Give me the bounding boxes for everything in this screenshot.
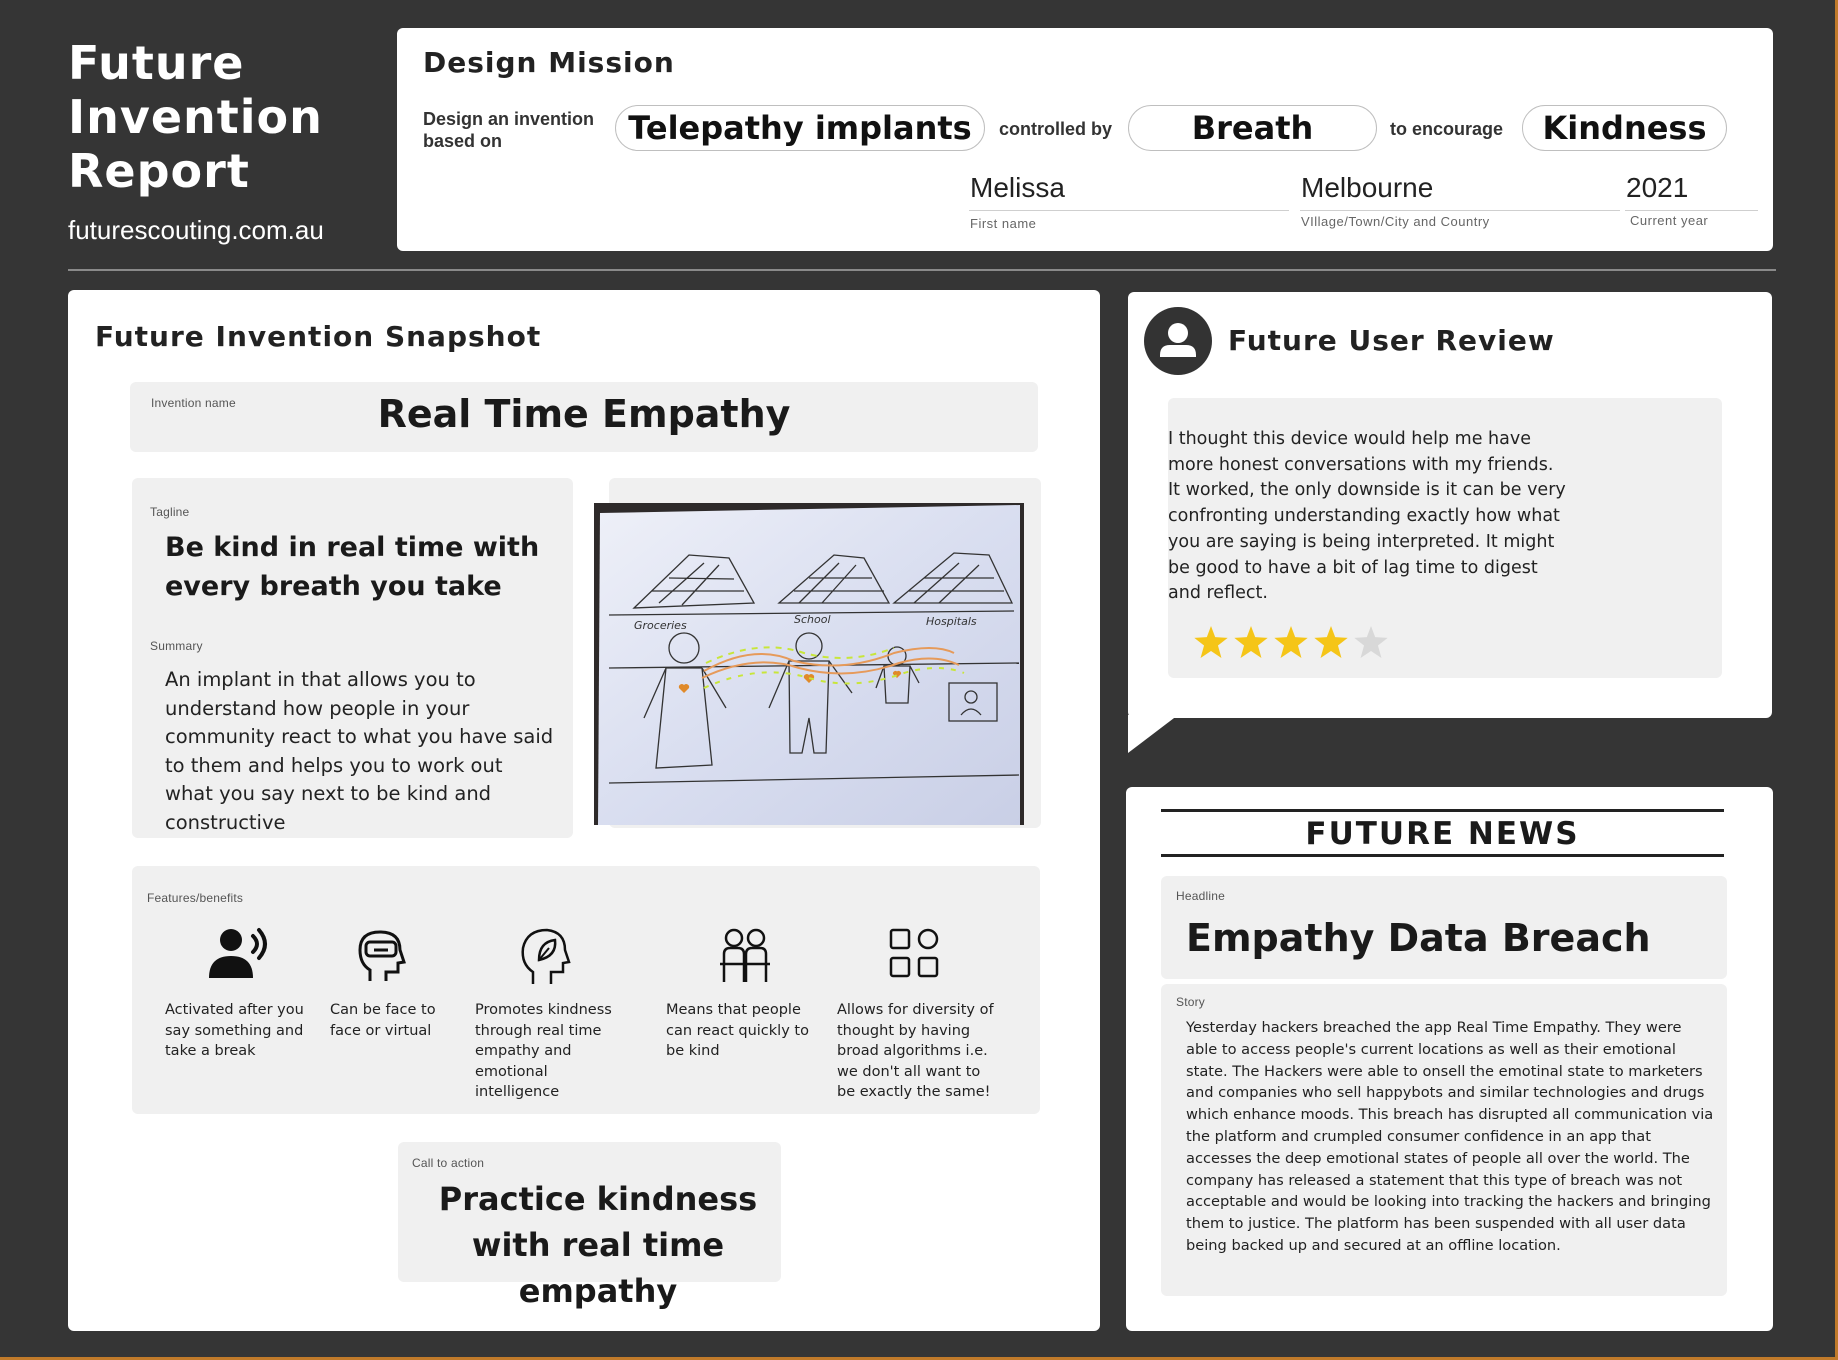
feature-item xyxy=(165,926,305,1062)
report-title-line: Future xyxy=(68,36,245,90)
invention-name-label: Invention name xyxy=(151,396,236,410)
mission-heading: Design Mission xyxy=(423,46,675,79)
sketch-label: Hospitals xyxy=(926,615,977,628)
star-rating xyxy=(1194,626,1388,658)
report-title xyxy=(68,36,368,198)
value-pill: Kindness xyxy=(1522,105,1727,151)
sketch-image-box xyxy=(609,478,1041,828)
call-to-action-box xyxy=(398,1142,781,1310)
encourage-label: to encourage xyxy=(1390,119,1504,139)
star-filled-icon xyxy=(1234,626,1268,658)
future-news-card xyxy=(1126,787,1773,1331)
first-name-label: First name xyxy=(970,216,1037,231)
star-filled-icon xyxy=(1314,626,1348,658)
feature-text: Can be face to face or virtual xyxy=(330,1002,436,1039)
story-label: Story xyxy=(1176,995,1206,1009)
review-heading: Future User Review xyxy=(1228,324,1555,357)
mind-leaf-icon xyxy=(515,926,575,986)
location-underline xyxy=(1300,210,1620,211)
location-label: VIllage/Town/City and Country xyxy=(1301,214,1490,229)
cta-label: Call to action xyxy=(412,1156,485,1170)
year-label: Current year xyxy=(1630,213,1709,228)
design-mission-card xyxy=(397,28,1773,251)
feature-text: Promotes kindness through real time empathy and emotional intelligence xyxy=(475,1002,612,1100)
star-filled-icon xyxy=(1274,626,1308,658)
review-speech-tail xyxy=(1128,715,1178,753)
invention-name-box xyxy=(130,382,1038,452)
features-label: Features/benefits xyxy=(147,891,244,905)
summary-text: An implant in that allows you to understand how people in your community react to what you have said to them and helps you to work out what you say next to be kind and constructive xyxy=(165,668,554,834)
invention-name: Real Time Empathy xyxy=(377,392,791,436)
tagline-label: Tagline xyxy=(150,505,190,519)
year-value: 2021 xyxy=(1626,172,1689,203)
sketch-label: Groceries xyxy=(634,619,687,632)
snapshot-heading: Future Invention Snapshot xyxy=(95,320,542,353)
summary-label: Summary xyxy=(150,639,203,653)
headline-text: Empathy Data Breach xyxy=(1186,916,1651,960)
invention-sketch xyxy=(594,503,1024,825)
people-seated-icon xyxy=(716,926,776,986)
control-pill: Breath xyxy=(1128,105,1377,151)
first-name-underline xyxy=(969,210,1289,211)
technology-pill: Telepathy implants xyxy=(615,105,985,151)
headline-box xyxy=(1161,876,1727,979)
location-value: Melbourne xyxy=(1301,172,1434,203)
feature-item xyxy=(475,926,635,1103)
feature-text: Activated after you say something and take a break xyxy=(165,1002,304,1059)
feature-item xyxy=(837,926,1002,1103)
star-empty-icon xyxy=(1354,626,1388,658)
story-box xyxy=(1161,984,1727,1296)
mission-prefix: Design an invention based on xyxy=(423,109,595,151)
cta-text: Practice kindness with real time empathy xyxy=(438,1180,758,1310)
first-name-value: Melissa xyxy=(970,172,1065,203)
controlled-by-label: controlled by xyxy=(999,119,1113,139)
report-title-line: Report xyxy=(68,144,250,198)
user-avatar-icon xyxy=(1144,307,1212,375)
user-review-card xyxy=(1128,292,1772,718)
feature-item xyxy=(666,926,826,1062)
invention-snapshot-card xyxy=(68,290,1100,1331)
feature-text: Means that people can react quickly to be kind xyxy=(666,1002,809,1059)
features-box xyxy=(132,866,1040,1114)
year-underline xyxy=(1625,210,1758,211)
vr-headset-icon xyxy=(352,926,412,986)
header-divider xyxy=(68,269,1776,271)
grid-shapes-icon xyxy=(887,926,947,986)
feature-item xyxy=(330,926,450,1041)
report-title-line: Invention xyxy=(68,90,323,144)
story-text: Yesterday hackers breached the app Real Time Empathy. They were able to access people's current locations as well as their emotional state. The Hackers were able to onsell the emotinal state to marketers and companies who sell happybots and similar technologies and drugs which enhance moods. This breach has disrupted all communication via the platform and crumpled consumer confidence in an app that accesses the deep emotional states of people all over the world. The company has released a statement that this type of breach was not acceptable and would be looking into tracking the hackers and bringing them to justice. The platform has been suspended with all user data being backed up and secured at an offline location. xyxy=(1186,1019,1714,1254)
speaking-person-icon xyxy=(203,926,273,986)
feature-text: Allows for diversity of thought by having broad algorithms i.e. we don't all want to be exactly the same! xyxy=(837,1002,994,1100)
headline-label: Headline xyxy=(1176,889,1225,903)
site-url[interactable]: futurescouting.com.au xyxy=(68,215,324,245)
tagline-summary-box xyxy=(132,478,573,838)
review-text: I thought this device would help me have more honest conversations with my friends. It worked, the only downside is it can be very confronting understanding exactly how what you are saying is being interpreted. It might be good to have a bit of lag time to digest and reflect. xyxy=(1168,429,1566,604)
sketch-label: School xyxy=(794,613,831,626)
star-filled-icon xyxy=(1194,626,1228,658)
tagline-text: Be kind in real time with every breath you take xyxy=(165,532,540,602)
news-title: FUTURE NEWS xyxy=(1161,809,1724,857)
